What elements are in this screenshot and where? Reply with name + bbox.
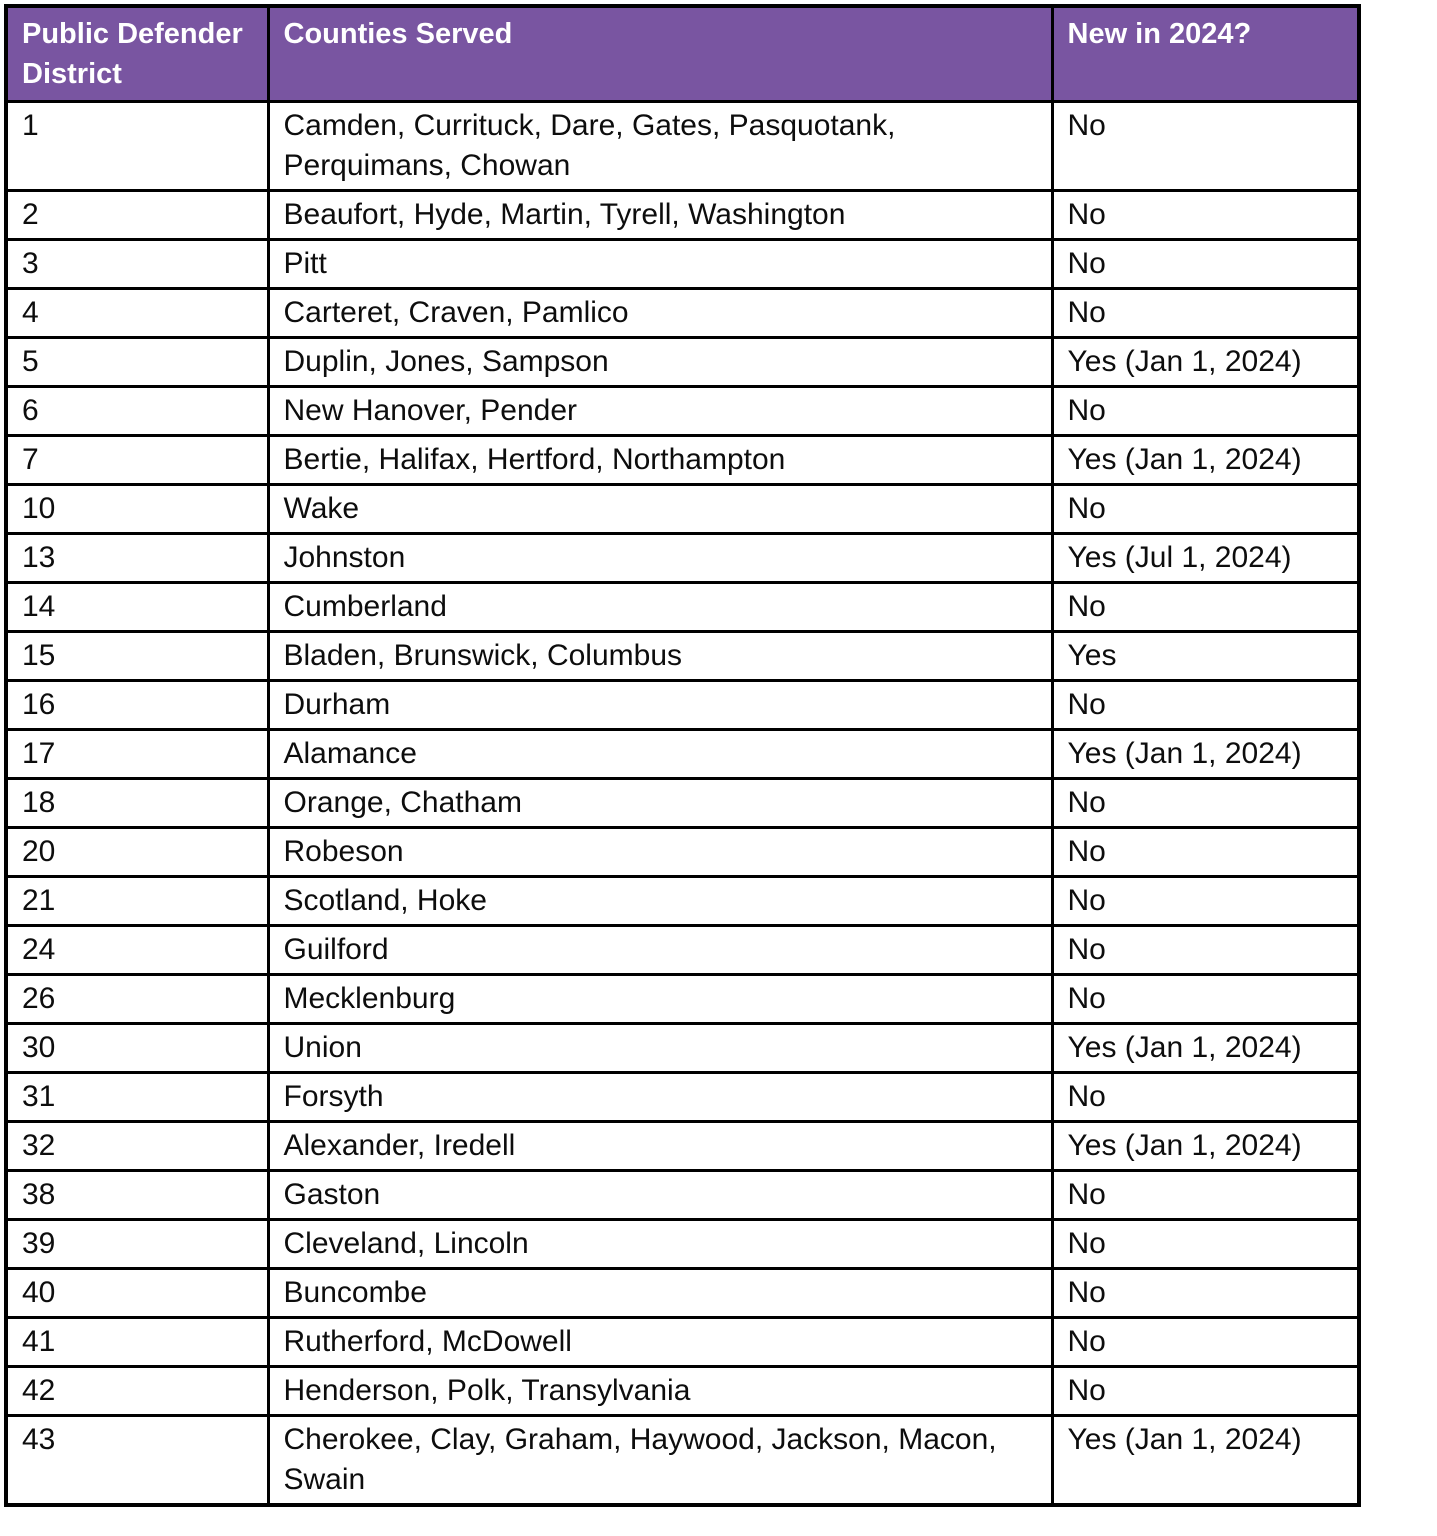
counties-cell: Carteret, Craven, Pamlico [268,289,1052,338]
table-row [6,1269,1359,1318]
counties-cell: Duplin, Jones, Sampson [268,338,1052,387]
district-cell: 39 [6,1220,268,1269]
counties-cell: Robeson [268,828,1052,877]
table-row [6,338,1359,387]
district-cell: 26 [6,975,268,1024]
new-2024-cell: Yes (Jan 1, 2024) [1052,1416,1359,1506]
district-cell: 32 [6,1122,268,1171]
counties-cell: Beaufort, Hyde, Martin, Tyrell, Washington [268,191,1052,240]
new-2024-cell: No [1052,1171,1359,1220]
counties-cell: Forsyth [268,1073,1052,1122]
table-row [6,240,1359,289]
new-2024-cell: Yes (Jan 1, 2024) [1052,730,1359,779]
district-cell: 2 [6,191,268,240]
new-2024-cell: No [1052,191,1359,240]
new-2024-cell: No [1052,387,1359,436]
district-cell: 21 [6,877,268,926]
counties-cell: Camden, Currituck, Dare, Gates, Pasquotank, Perquimans, Chowan [268,102,1052,191]
table-row [6,877,1359,926]
counties-cell: Rutherford, McDowell [268,1318,1052,1367]
new-2024-cell: No [1052,1367,1359,1416]
counties-cell: Cumberland [268,583,1052,632]
new-2024-cell: No [1052,975,1359,1024]
table-row [6,681,1359,730]
table-row [6,1318,1359,1367]
new-2024-cell: No [1052,289,1359,338]
table-body [6,102,1359,1506]
district-cell: 17 [6,730,268,779]
new-2024-cell: No [1052,583,1359,632]
new-2024-cell: No [1052,681,1359,730]
table-row [6,1171,1359,1220]
new-2024-cell: No [1052,877,1359,926]
table-row [6,1024,1359,1073]
new-2024-cell: No [1052,1220,1359,1269]
header-row [6,6,1359,102]
new-2024-cell: No [1052,828,1359,877]
table-row [6,1367,1359,1416]
new-2024-cell: Yes (Jan 1, 2024) [1052,1024,1359,1073]
district-cell: 16 [6,681,268,730]
new-2024-cell: Yes (Jan 1, 2024) [1052,1122,1359,1171]
district-cell: 1 [6,102,268,191]
new-2024-cell: Yes (Jan 1, 2024) [1052,338,1359,387]
new-2024-cell: No [1052,926,1359,975]
table-row [6,975,1359,1024]
district-cell: 10 [6,485,268,534]
counties-cell: Gaston [268,1171,1052,1220]
counties-cell: Cherokee, Clay, Graham, Haywood, Jackson, Macon, Swain [268,1416,1052,1506]
new-2024-cell: No [1052,1318,1359,1367]
counties-cell: Guilford [268,926,1052,975]
counties-cell: Cleveland, Lincoln [268,1220,1052,1269]
table-row [6,926,1359,975]
counties-cell: Bladen, Brunswick, Columbus [268,632,1052,681]
counties-cell: Scotland, Hoke [268,877,1052,926]
table-row [6,828,1359,877]
table-row [6,387,1359,436]
new-2024-cell: Yes [1052,632,1359,681]
table-row [6,191,1359,240]
counties-cell: Mecklenburg [268,975,1052,1024]
district-cell: 4 [6,289,268,338]
new-2024-cell: No [1052,240,1359,289]
table-row [6,534,1359,583]
district-cell: 38 [6,1171,268,1220]
district-cell: 20 [6,828,268,877]
table-row [6,289,1359,338]
table-row [6,583,1359,632]
table-row [6,632,1359,681]
table-row [6,730,1359,779]
counties-cell: Durham [268,681,1052,730]
counties-cell: Alexander, Iredell [268,1122,1052,1171]
new-2024-cell: Yes (Jul 1, 2024) [1052,534,1359,583]
district-cell: 13 [6,534,268,583]
counties-cell: New Hanover, Pender [268,387,1052,436]
counties-cell: Union [268,1024,1052,1073]
column-header-counties: Counties Served [268,6,1052,102]
counties-cell: Johnston [268,534,1052,583]
district-cell: 3 [6,240,268,289]
district-cell: 31 [6,1073,268,1122]
district-cell: 7 [6,436,268,485]
counties-cell: Bertie, Halifax, Hertford, Northampton [268,436,1052,485]
counties-cell: Buncombe [268,1269,1052,1318]
new-2024-cell: Yes (Jan 1, 2024) [1052,436,1359,485]
table-row [6,1220,1359,1269]
district-cell: 24 [6,926,268,975]
new-2024-cell: No [1052,102,1359,191]
table-row [6,485,1359,534]
counties-cell: Alamance [268,730,1052,779]
counties-cell: Pitt [268,240,1052,289]
counties-cell: Henderson, Polk, Transylvania [268,1367,1052,1416]
district-cell: 43 [6,1416,268,1506]
counties-cell: Wake [268,485,1052,534]
district-cell: 42 [6,1367,268,1416]
district-cell: 30 [6,1024,268,1073]
table-row [6,779,1359,828]
district-cell: 15 [6,632,268,681]
district-cell: 6 [6,387,268,436]
district-cell: 18 [6,779,268,828]
district-cell: 14 [6,583,268,632]
column-header-district: Public Defender District [6,6,268,102]
table-row [6,1073,1359,1122]
table-header [6,6,1359,102]
district-cell: 5 [6,338,268,387]
table-row [6,1416,1359,1506]
column-header-new-2024: New in 2024? [1052,6,1359,102]
district-cell: 40 [6,1269,268,1318]
new-2024-cell: No [1052,1073,1359,1122]
new-2024-cell: No [1052,779,1359,828]
public-defender-districts-table [4,4,1361,1507]
counties-cell: Orange, Chatham [268,779,1052,828]
new-2024-cell: No [1052,1269,1359,1318]
table-row [6,436,1359,485]
table-row [6,102,1359,191]
table-row [6,1122,1359,1171]
new-2024-cell: No [1052,485,1359,534]
district-cell: 41 [6,1318,268,1367]
